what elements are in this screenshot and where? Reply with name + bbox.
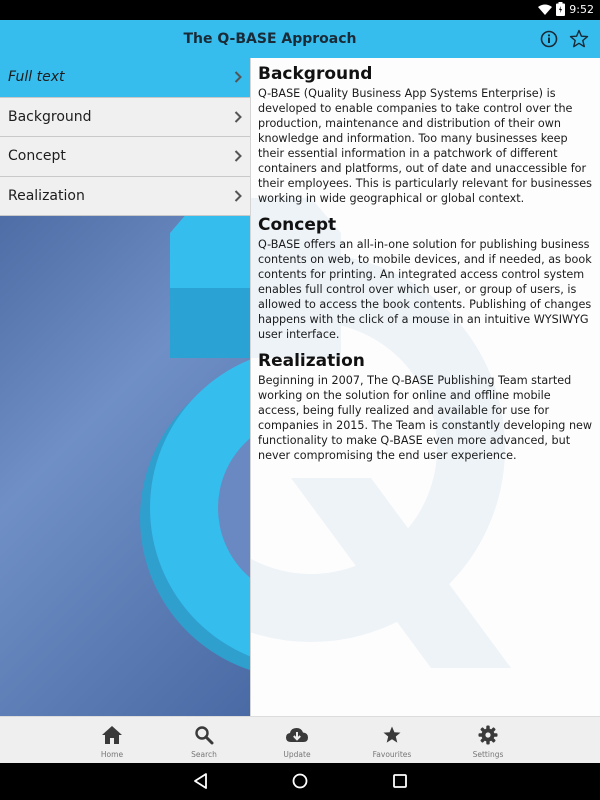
- nav-home[interactable]: [72, 717, 152, 764]
- sidebar: [0, 58, 250, 716]
- system-nav-bar: [0, 763, 600, 800]
- nav-label: Settings: [472, 750, 504, 759]
- status-time: 9:52: [569, 2, 594, 16]
- app-actions: [538, 28, 590, 50]
- sidebar-item-label: Background: [8, 108, 92, 125]
- article: [251, 58, 600, 463]
- battery-icon: [556, 2, 565, 16]
- back-icon[interactable]: [192, 772, 210, 790]
- section-heading-concept: Concept: [258, 215, 337, 235]
- search-icon: [194, 725, 214, 745]
- chevron-right-icon: [234, 190, 242, 202]
- nav-favourites[interactable]: [352, 717, 432, 764]
- sidebar-item-realization[interactable]: [0, 177, 250, 217]
- status-bar: [0, 0, 600, 20]
- nav-label: Favourites: [372, 750, 412, 759]
- cloud-download-icon: [285, 725, 309, 745]
- section-body-concept: Q-BASE offers an all-in-one solution for publishing business contents on web, to mobile devices, and if needed, as book contents for printing. An integrated access control system enables full control over which user, or group of users, is allowed to access the book contents. Publishing of changes happens with the click of a mouse in an intuitive WYSIWYG user interface.: [258, 238, 592, 341]
- info-icon: [540, 30, 558, 48]
- home-circle-icon[interactable]: [291, 772, 309, 790]
- sidebar-item-background[interactable]: [0, 98, 250, 138]
- sidebar-item-label: Concept: [8, 148, 66, 165]
- chevron-right-icon: [234, 150, 242, 162]
- nav-label: Search: [191, 750, 217, 759]
- section-heading-realization: Realization: [258, 351, 365, 371]
- wifi-icon: [538, 4, 552, 15]
- nav-search[interactable]: [164, 717, 244, 764]
- chevron-right-icon: [234, 111, 242, 123]
- nav-update[interactable]: [257, 717, 337, 764]
- gear-icon: [478, 725, 498, 745]
- chevron-right-icon: [234, 71, 242, 83]
- recents-icon[interactable]: [391, 772, 409, 790]
- sidebar-list: [0, 58, 250, 216]
- info-button[interactable]: [538, 28, 560, 50]
- favourite-button[interactable]: [568, 28, 590, 50]
- sidebar-item-label: Full text: [8, 69, 65, 86]
- app-bar: [0, 20, 600, 58]
- bottom-nav: [0, 716, 600, 763]
- section-body-background: Q-BASE (Quality Business App Systems Enterprise) is developed to enable companies to take control over the production, maintenance and distribution of their own knowledge and information. Too many businesses keep their essential information in a patchwork of different containers and platforms, out of date and unaccessible for their employees. This is particularly relevant for businesses working in wide geographical or global context.: [258, 87, 592, 205]
- section-heading-background: Background: [258, 64, 373, 84]
- sidebar-item-label: Realization: [8, 187, 85, 204]
- section-body-realization: Beginning in 2007, The Q-BASE Publishing Team started working on the solution for online and offline mobile access, being fully realized and available for use for companies in 2015. The Team is constantly developing new functionality to make Q-BASE even more advanced, but never compromising the end user experience.: [258, 374, 593, 462]
- nav-settings[interactable]: [448, 717, 528, 764]
- star-outline-icon: [569, 29, 589, 49]
- nav-label: Home: [100, 750, 124, 759]
- nav-label: Update: [283, 750, 311, 759]
- sidebar-item-concept[interactable]: [0, 137, 250, 177]
- content-panel[interactable]: [250, 58, 600, 716]
- page-title: The Q-BASE Approach: [183, 31, 357, 47]
- star-icon: [382, 725, 402, 745]
- status-icons: [538, 2, 594, 16]
- home-icon: [101, 725, 123, 745]
- sidebar-item-full-text[interactable]: [0, 58, 250, 98]
